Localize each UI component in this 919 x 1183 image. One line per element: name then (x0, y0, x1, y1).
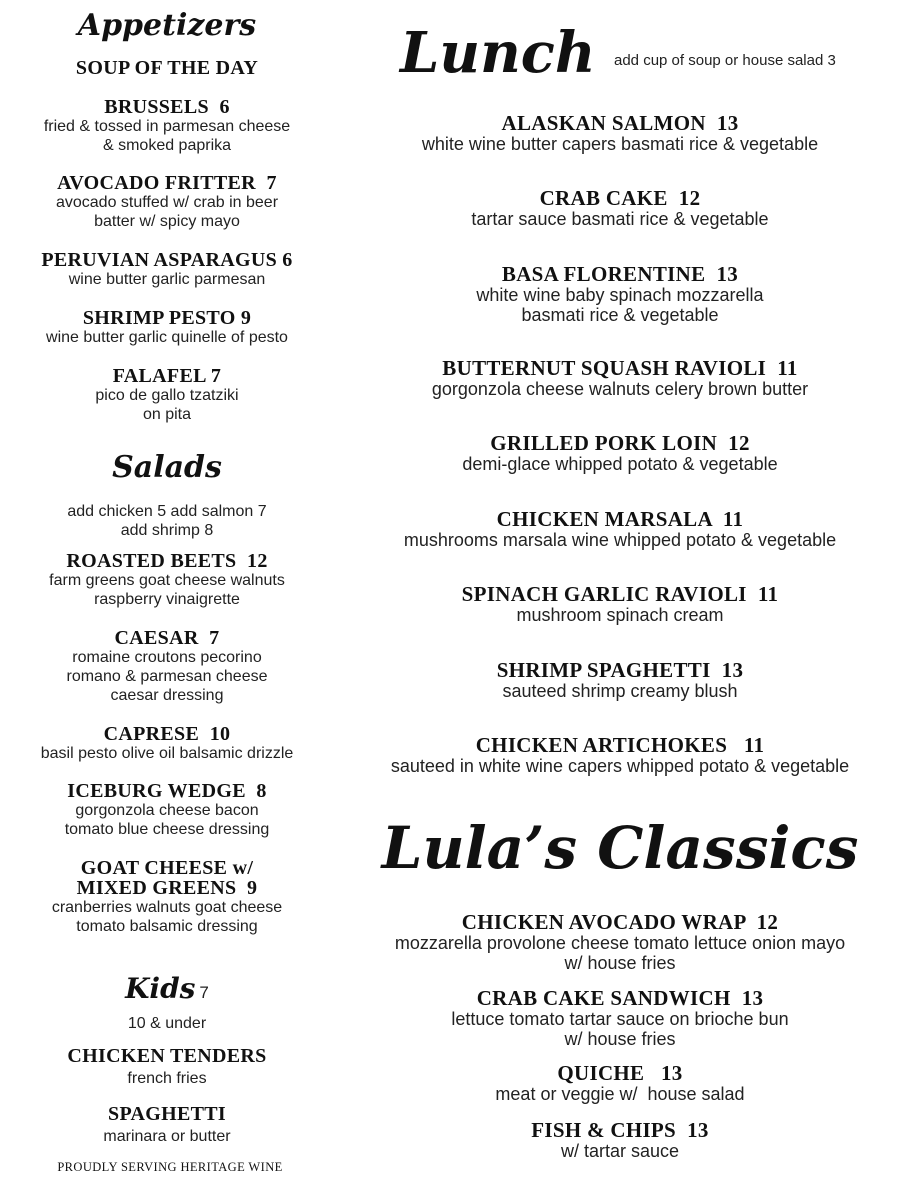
item-desc: & smoked paprika (102, 137, 232, 154)
salad-addons (22, 502, 312, 540)
item-name: SPINACH GARLIC RAVIOLI 11 (461, 582, 779, 606)
menu-item (22, 781, 312, 839)
item-desc: basmati rice & vegetable (521, 305, 719, 325)
item-desc: farm greens goat cheese walnuts (49, 572, 285, 589)
menu-item (22, 308, 312, 347)
menu-item (22, 97, 312, 155)
menu-item (340, 113, 900, 154)
item-name: CHICKEN TENDERS (67, 1045, 267, 1067)
item-name: ALASKAN SALMON 13 (501, 111, 739, 135)
item-name: SPAGHETTI (108, 1103, 226, 1125)
menu-item (340, 735, 900, 776)
salads-title: Salads (112, 450, 222, 485)
item-desc: romano & parmesan cheese (66, 668, 268, 685)
item-desc: demi-glace whipped potato & vegetable (462, 454, 778, 474)
menu-item (22, 1046, 312, 1088)
item-desc: mushrooms marsala wine whipped potato & vegetable (403, 530, 837, 550)
appetizers-header (22, 8, 312, 43)
item-name: AVOCADO FRITTER 7 (57, 172, 277, 194)
kids-note: 10 & under (127, 1015, 207, 1032)
menu-item (340, 584, 900, 625)
item-desc: gorgonzola cheese walnuts celery brown butter (431, 379, 809, 399)
item-desc: wine butter garlic parmesan (68, 271, 266, 288)
item-name: CAPRESE 10 (103, 723, 231, 745)
menu-item (340, 660, 900, 701)
menu-item (340, 1120, 900, 1161)
menu-item (22, 628, 312, 705)
item-desc: tartar sauce basmati rice & vegetable (471, 209, 769, 229)
item-desc: mozzarella provolone cheese tomato lettuce onion mayo (394, 933, 846, 953)
kids-header (22, 972, 312, 1005)
menu-item (340, 912, 900, 973)
item-name: FISH & CHIPS 13 (531, 1118, 709, 1142)
menu-item (340, 988, 900, 1049)
item-desc: w/ house fries (564, 953, 676, 973)
item-name: CHICKEN MARSALA 11 (496, 507, 744, 531)
item-name: QUICHE 13 (557, 1061, 683, 1085)
item-desc: sauteed shrimp creamy blush (502, 681, 738, 701)
menu-item (22, 1104, 312, 1146)
salads-header (22, 450, 312, 485)
item-name: FALAFEL 7 (112, 365, 222, 387)
menu-item (22, 858, 312, 936)
item-desc: cranberries walnuts goat cheese (51, 899, 283, 916)
item-desc: tomato balsamic dressing (76, 918, 258, 935)
item-desc: meat or veggie w/ house salad (495, 1084, 745, 1104)
item-desc: lettuce tomato tartar sauce on brioche bun (451, 1009, 789, 1029)
item-desc: raspberry vinaigrette (94, 591, 240, 608)
item-name: SHRIMP SPAGHETTI 13 (496, 658, 744, 682)
item-name: CHICKEN AVOCADO WRAP 12 (461, 910, 779, 934)
menu-item (340, 264, 900, 325)
footer-text: PROUDLY SERVING HERITAGE WINE (57, 1160, 283, 1174)
item-desc: fried & tossed in parmesan cheese (43, 118, 291, 135)
item-desc: w/ house fries (564, 1029, 676, 1049)
lunch-header (400, 18, 900, 88)
item-name: SHRIMP PESTO 9 (82, 307, 252, 329)
item-desc: romaine croutons pecorino (72, 649, 262, 666)
menu-item (22, 551, 312, 609)
menu-item (22, 366, 312, 424)
item-name: ROASTED BEETS 12 (66, 550, 268, 572)
menu-item (340, 433, 900, 474)
item-desc: batter w/ spicy mayo (94, 213, 240, 230)
item-name: GOAT CHEESE w/ (80, 857, 254, 879)
addons-line: add shrimp 8 (120, 522, 214, 539)
menu-item (340, 509, 900, 550)
kids-age-note (22, 1014, 312, 1033)
menu-item (22, 724, 312, 763)
item-name: PERUVIAN ASPARAGUS 6 (41, 249, 293, 271)
item-desc: basil pesto olive oil balsamic drizzle (40, 745, 294, 762)
item-name: GRILLED PORK LOIN 12 (490, 431, 750, 455)
item-desc: pico de gallo tzatziki (95, 387, 239, 404)
item-desc: gorgonzola cheese bacon (75, 802, 259, 819)
menu-item (22, 173, 312, 231)
item-name: BUTTERNUT SQUASH RAVIOLI 11 (442, 356, 798, 380)
item-desc: french fries (127, 1070, 207, 1087)
item-name: BRUSSELS 6 (104, 96, 230, 118)
item-desc: mushroom spinach cream (516, 605, 724, 625)
addons-line: add chicken 5 add salmon 7 (67, 503, 267, 520)
menu-item (340, 188, 900, 229)
menu-item (22, 250, 312, 289)
menu-item (340, 358, 900, 399)
item-desc: caesar dressing (110, 687, 224, 704)
item-desc: white wine butter capers basmati rice & vegetable (421, 134, 819, 154)
item-desc: w/ tartar sauce (560, 1141, 680, 1161)
item-desc: avocado stuffed w/ crab in beer (55, 194, 279, 211)
item-name: CRAB CAKE SANDWICH 13 (476, 986, 764, 1010)
menu-item (340, 1063, 900, 1104)
classics-title: Lula’s Classics (381, 814, 859, 882)
appetizers-title: Appetizers (77, 8, 257, 43)
kids-title: Kids (125, 972, 196, 1005)
item-name: CAESAR 7 (114, 627, 220, 649)
item-desc: marinara or butter (103, 1128, 231, 1145)
soup-label: SOUP OF THE DAY (75, 57, 259, 79)
item-desc: on pita (142, 406, 192, 423)
soup-of-the-day (22, 58, 312, 78)
lunch-note: add cup of soup or house salad 3 (614, 52, 836, 69)
item-desc: white wine baby spinach mozzarella (476, 285, 764, 305)
item-name: MIXED GREENS 9 (76, 877, 258, 899)
item-desc: sauteed in white wine capers whipped potato & vegetable (390, 756, 850, 776)
item-name: CHICKEN ARTICHOKES 11 (475, 733, 765, 757)
item-name: ICEBURG WEDGE 8 (67, 780, 267, 802)
kids-price: 7 (199, 983, 209, 1002)
lunch-title: Lunch (400, 20, 596, 86)
item-desc: wine butter garlic quinelle of pesto (46, 329, 288, 346)
classics-header (340, 808, 900, 888)
item-desc: tomato blue cheese dressing (64, 821, 270, 838)
item-name: BASA FLORENTINE 13 (501, 262, 739, 286)
item-name: CRAB CAKE 12 (539, 186, 701, 210)
